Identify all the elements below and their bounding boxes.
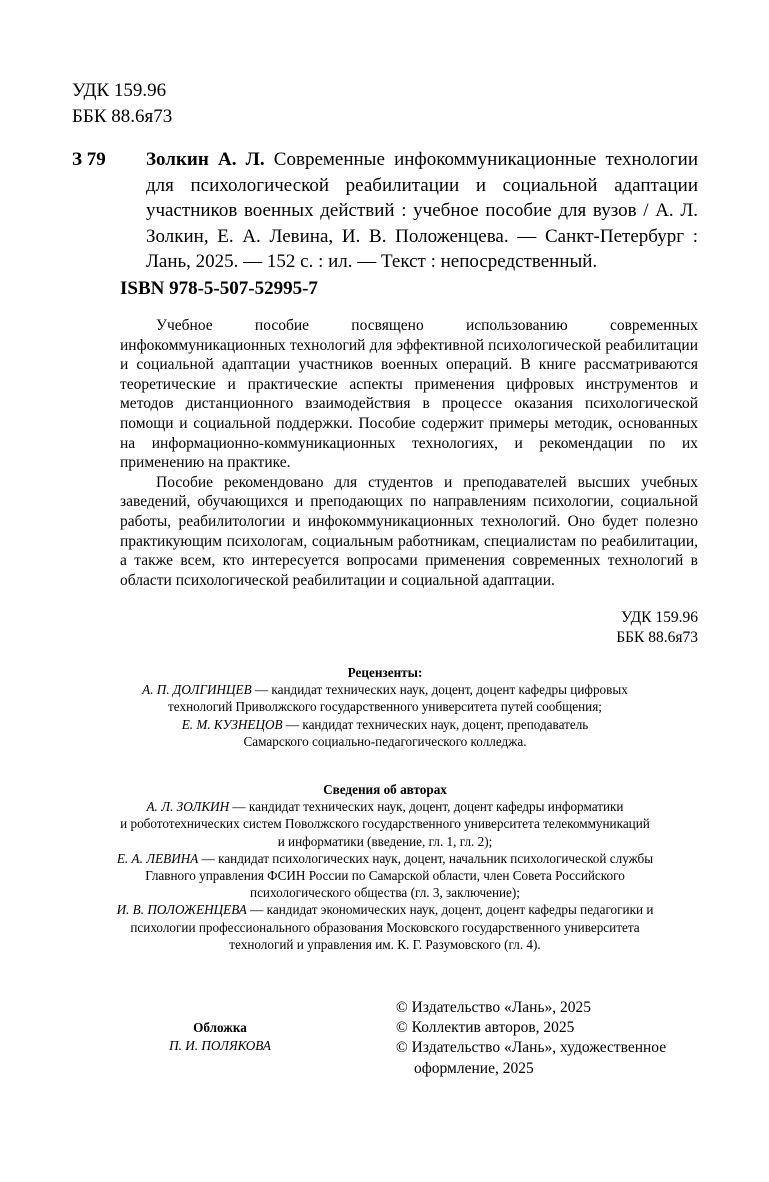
abstract-paragraph: Учебное пособие посвящено использованию современных инфокоммуникационных технологий для эффективной психологической реабилитации и социальной адаптации участников военных операций. В книге рассматриваются теоретические и практические аспекты применения цифровых инструментов и методов дистанционного взаимодействия в процессе оказания психологической помощи и социальной поддержки. Пособие содержит примеры методик, основанных на информационно-коммуникационных технологиях, и рекомендации по их применению на практике. xyxy=(120,317,698,472)
author-entry xyxy=(60,901,710,918)
bbk-code: ББК 88.6я73 xyxy=(616,629,698,646)
author-info: — кандидат психологических наук, доцент, начальник психологической службы xyxy=(198,850,654,866)
copyright-line: © Издательство «Лань», художественное оформление, 2025 xyxy=(396,1039,667,1077)
reviewers-heading: Рецензенты: xyxy=(347,665,423,680)
reviewer-name: А. П. ДОЛГИНЦЕВ xyxy=(142,682,252,698)
bottom-classification-codes xyxy=(520,608,698,648)
author-info-line: психологического общества (гл. 3, заключение); xyxy=(250,885,520,901)
top-classification-codes xyxy=(72,78,172,130)
author-info-line: и робототехнических систем Поволжского государственного университета телекоммуникаций xyxy=(120,816,650,832)
reviewer-info: — кандидат технических наук, доцент, преподаватель xyxy=(282,716,589,732)
reviewer-entry xyxy=(60,716,710,733)
udk-code: УДК 159.96 xyxy=(72,80,167,101)
author-info-line: технологий и управления им. К. Г. Разумовского (гл. 4). xyxy=(229,936,541,952)
author-info: — кандидат экономических наук, доцент, доцент кафедры педагогики и xyxy=(246,902,654,918)
author-entry xyxy=(60,850,710,867)
abstract xyxy=(120,316,698,590)
isbn: ISBN 978-5-507-52995-7 xyxy=(120,278,318,299)
reviewer-entry xyxy=(60,681,710,698)
record-description: Современные инфокоммуникационные технологии для психологической реабилитации и социальной адаптации участников военных действий : учебное пособие для вузов / А. Л. Золкин, Е. А. Левина, И. В. Положенцева. — Санкт-Петербург : Лань, 2025. — 152 с. : ил. — Текст : непосредственный. xyxy=(146,149,698,273)
reviewer-name: Е. М. КУЗНЕЦОВ xyxy=(181,716,283,732)
author-name: И. В. ПОЛОЖЕНЦЕВА xyxy=(116,902,247,918)
author-info: — кандидат технических наук, доцент, доцент кафедры информатики xyxy=(229,799,624,815)
reviewer-info: — кандидат технических наук, доцент, доцент кафедры цифровых xyxy=(251,682,628,698)
record-author: Золкин А. Л. xyxy=(146,149,265,170)
reviewers-section xyxy=(60,664,710,750)
udk-code: УДК 159.96 xyxy=(621,609,698,626)
bibliographic-record xyxy=(146,147,698,275)
authors-section xyxy=(60,781,710,953)
author-info-line: психологии профессионального образования Московского государственного университета xyxy=(130,919,640,935)
author-name: Е. А. ЛЕВИНА xyxy=(116,850,199,866)
cover-heading: Обложка xyxy=(193,1020,247,1035)
reviewer-info-line: технологий Приволжского государственного университета путей сообщения; xyxy=(168,699,602,715)
cover-credit xyxy=(140,1019,300,1054)
authors-heading: Сведения об авторах xyxy=(323,782,447,797)
author-entry xyxy=(60,798,710,815)
author-info-line: Главного управления ФСИН России по Самарской области, член Совета Российского xyxy=(145,868,625,884)
abstract-paragraph: Пособие рекомендовано для студентов и преподавателей высших учебных заведений, обучающихся и преподающих по направлениям психологии, социальной работы, реабилитологии и инфокоммуникационных технологий. Оно будет полезно практикующим психологам, социальным работникам, специалистам по реабилитации, а также всем, кто интересуется вопросами применения современных технологий в области психологической реабилитации и социальной адаптации. xyxy=(120,473,698,589)
reviewer-info-line: Самарского социально-педагогического колледжа. xyxy=(243,733,527,749)
bbk-code: ББК 88.6я73 xyxy=(72,106,173,127)
copyright-block xyxy=(396,998,706,1079)
copyright-line: © Издательство «Лань», 2025 xyxy=(396,999,592,1016)
copyright-line: © Коллектив авторов, 2025 xyxy=(396,1019,575,1037)
author-mark: З 79 xyxy=(72,149,106,170)
author-info-line: и информатики (введение, гл. 1, гл. 2); xyxy=(277,833,493,849)
cover-designer: П. И. ПОЛЯКОВА xyxy=(169,1037,271,1053)
author-name: А. Л. ЗОЛКИН xyxy=(146,799,230,815)
